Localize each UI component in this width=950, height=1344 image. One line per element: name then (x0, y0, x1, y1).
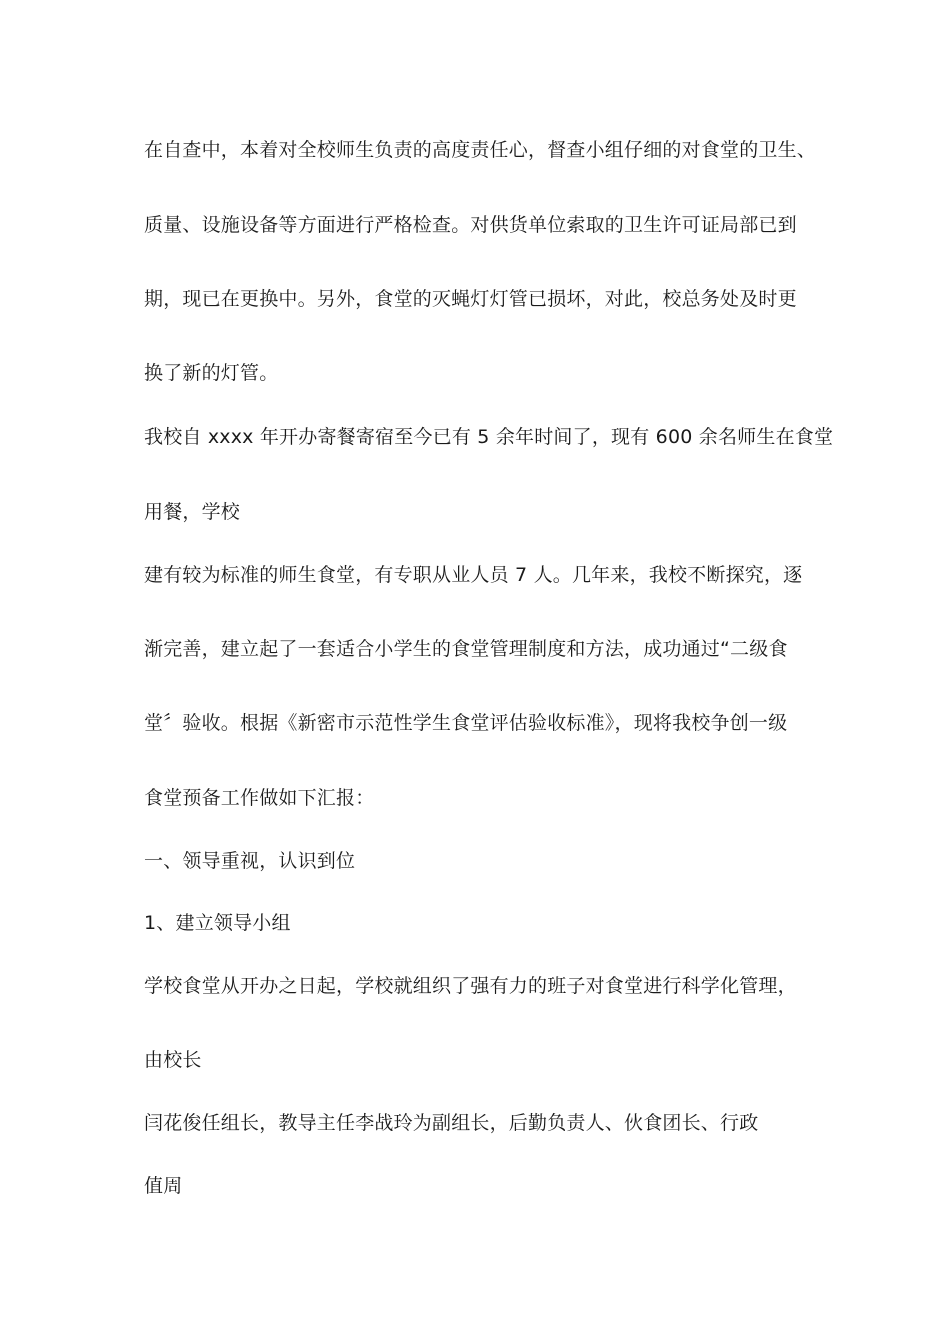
paragraph-line: 在自查中，本着对全校师生负责的高度责任心，督查小组仔细的对食堂的卫生、 (144, 139, 817, 161)
paragraph-line: 质量、设施设备等方面进行严格检查。对供货单位索取的卫生许可证局部已到 (144, 214, 797, 236)
paragraph-line: 由校长 (144, 1049, 202, 1071)
paragraph-line: 食堂预备工作做如下汇报： (144, 787, 375, 809)
paragraph-line: 期，现已在更换中。另外，食堂的灭蝇灯灯管已损坏，对此，校总务处及时更 (144, 288, 797, 310)
paragraph-line: 值周 (144, 1175, 183, 1197)
paragraph-line: 渐完善，建立起了一套适合小学生的食堂管理制度和方法，成功通过“二级食 (144, 638, 788, 660)
section-heading: 一、领导重视，认识到位 (144, 850, 356, 872)
paragraph-line: 换了新的灯管。 (144, 362, 279, 384)
subsection-heading: 1、建立领导小组 (144, 912, 291, 934)
paragraph-line: 建有较为标准的师生食堂，有专职从业人员 7 人。几年来，我校不断探究，逐 (144, 564, 803, 586)
paragraph-line: 我校自 xxxx 年开办寄餐寄宿至今已有 5 余年时间了，现有 600 余名师生在食堂 (144, 426, 834, 448)
paragraph-line: 学校食堂从开办之日起，学校就组织了强有力的班子对食堂进行科学化管理， (144, 975, 797, 997)
paragraph-line: 堂〞验收。根据《新密市示范性学生食堂评估验收标准》，现将我校争创一级 (144, 712, 788, 734)
paragraph-line: 用餐，学校 (144, 501, 241, 523)
paragraph-line: 闫花俊任组长，教导主任李战玲为副组长，后勤负责人、伙食团长、行政 (144, 1112, 759, 1134)
